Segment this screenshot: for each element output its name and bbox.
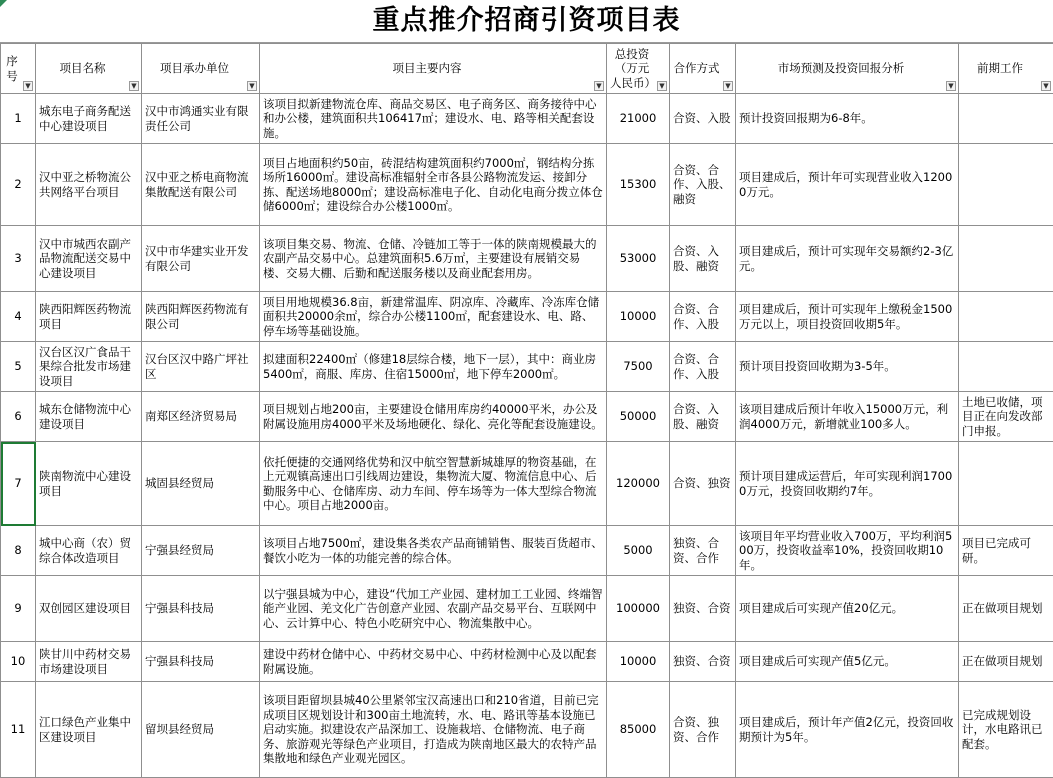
filter-dropdown-icon[interactable]: ▼ xyxy=(1041,81,1051,91)
cell-unit[interactable]: 汉中市鸿通实业有限责任公司 xyxy=(142,94,260,144)
cell-content[interactable]: 该项目拟新建物流仓库、商品交易区、电子商务区、商务接待中心和办公楼，建筑面积共106417㎡；建设水、电、路等相关配套设施。 xyxy=(260,94,607,144)
cell-preparation[interactable] xyxy=(959,226,1053,292)
cell-content[interactable]: 拟建面积22400㎡（修建18层综合楼，地下一层），其中：商业房5400㎡，商服、库房、住宿15000㎡，地下停车2000㎡。 xyxy=(260,342,607,392)
cell-preparation[interactable]: 土地已收储，项目正在向发改部门申报。 xyxy=(959,392,1053,442)
cell-cooperation[interactable]: 独资、合资、合作 xyxy=(670,526,736,576)
cell-index[interactable]: 4 xyxy=(1,292,36,342)
cell-analysis[interactable]: 项目建成后可实现产值5亿元。 xyxy=(736,642,959,682)
cell-preparation[interactable] xyxy=(959,442,1053,526)
cell-index[interactable]: 10 xyxy=(1,642,36,682)
cell-analysis[interactable]: 项目建成后，预计可实现年交易额约2-3亿元。 xyxy=(736,226,959,292)
cell-index[interactable]: 5 xyxy=(1,342,36,392)
cell-content[interactable]: 项目规划占地200亩，主要建设仓储用库房约40000平米，办公及附属设施用房4000平米及场地硬化、绿化、亮化等配套设施建设。 xyxy=(260,392,607,442)
table-row xyxy=(1,292,1053,342)
cell-preparation[interactable] xyxy=(959,292,1053,342)
cell-preparation[interactable]: 项目已完成可研。 xyxy=(959,526,1053,576)
cell-investment[interactable]: 7500 xyxy=(607,342,670,392)
cell-content[interactable]: 建设中药材仓储中心、中药材交易中心、中药材检测中心及以配套附属设施。 xyxy=(260,642,607,682)
cell-investment[interactable]: 85000 xyxy=(607,682,670,778)
cell-index[interactable]: 3 xyxy=(1,226,36,292)
cell-preparation[interactable] xyxy=(959,342,1053,392)
cell-cooperation[interactable]: 合资、合作、入股 xyxy=(670,292,736,342)
cell-investment[interactable]: 53000 xyxy=(607,226,670,292)
cell-cooperation[interactable]: 合资、独资、合作 xyxy=(670,682,736,778)
header-cell-analysis[interactable] xyxy=(736,44,959,94)
cell-analysis[interactable]: 该项目建成后预计年收入15000万元，利润4000万元，新增就业100多人。 xyxy=(736,392,959,442)
header-label: 总投资（万元人民币） xyxy=(610,47,666,91)
cell-investment[interactable]: 21000 xyxy=(607,94,670,144)
cell-cooperation[interactable]: 合资、入股、融资 xyxy=(670,392,736,442)
cell-cooperation[interactable]: 合资、独资 xyxy=(670,442,736,526)
table-row xyxy=(1,642,1053,682)
cell-unit[interactable]: 南郑区经济贸易局 xyxy=(142,392,260,442)
cell-preparation[interactable]: 已完成规划设计，水电路讯已配套。 xyxy=(959,682,1053,778)
sheet-title[interactable]: 重点推介招商引资项目表 xyxy=(0,0,1053,43)
header-cell-index[interactable] xyxy=(1,44,36,94)
cell-unit[interactable]: 宁强县科技局 xyxy=(142,576,260,642)
cell-investment[interactable]: 100000 xyxy=(607,576,670,642)
cell-unit[interactable]: 汉台区汉中路广坪社区 xyxy=(142,342,260,392)
cell-name[interactable]: 城中心商（农）贸综合体改造项目 xyxy=(36,526,142,576)
cell-index[interactable]: 11 xyxy=(1,682,36,778)
header-cell-preparation[interactable] xyxy=(959,44,1053,94)
cell-name[interactable]: 双创园区建设项目 xyxy=(36,576,142,642)
cell-analysis[interactable]: 该项目年平均营业收入700万，平均利润500万，投资收益率10%，投资回收期10年。 xyxy=(736,526,959,576)
filter-dropdown-icon[interactable]: ▼ xyxy=(657,81,667,91)
cell-name[interactable]: 汉中亚之桥物流公共网络平台项目 xyxy=(36,144,142,226)
project-table xyxy=(0,43,1053,778)
cell-content[interactable]: 该项目集交易、物流、仓储、冷链加工等于一体的陕南规模最大的农副产品交易中心。总建筑面积5.6万㎡，主要建设有展销交易楼、交易大棚、后勤和配送服务楼以及商业配套用房。 xyxy=(260,226,607,292)
cell-analysis[interactable]: 项目建成后，预计年产值2亿元，投资回收期预计为5年。 xyxy=(736,682,959,778)
cell-index-selected[interactable]: 7 xyxy=(1,442,36,526)
table-row xyxy=(1,144,1053,226)
header-cell-investment[interactable] xyxy=(607,44,670,94)
cell-index[interactable]: 2 xyxy=(1,144,36,226)
cell-unit[interactable]: 陕西阳辉医药物流有限公司 xyxy=(142,292,260,342)
cell-analysis[interactable]: 预计项目建成运营后，年可实现利润17000万元，投资回收期约7年。 xyxy=(736,442,959,526)
cell-analysis[interactable]: 预计项目投资回收期为3-5年。 xyxy=(736,342,959,392)
header-cell-content[interactable] xyxy=(260,44,607,94)
header-label: 项目承办单位 xyxy=(145,61,256,76)
cell-unit[interactable]: 汉中市华建实业开发有限公司 xyxy=(142,226,260,292)
cell-unit[interactable]: 宁强县科技局 xyxy=(142,642,260,682)
table-row xyxy=(1,94,1053,144)
cell-investment[interactable]: 10000 xyxy=(607,642,670,682)
cell-content[interactable]: 该项目距留坝县城40公里紧邻宝汉高速出口和210省道，目前已完成项目区规划设计和300亩土地流转，水、电、路讯等基本设施已启动实施。拟建设农产品深加工、设施栽培、仓储物流、电子商务、旅游观光等绿色产业项目，打造成为陕南地区最大的农特产品集散地和绿色产业观光园区。 xyxy=(260,682,607,778)
cell-name[interactable]: 陕南物流中心建设项目 xyxy=(36,442,142,526)
table-row xyxy=(1,576,1053,642)
cell-name[interactable]: 城东电子商务配送中心建设项目 xyxy=(36,94,142,144)
cell-name[interactable]: 汉中市城西农副产品物流配送交易中心建设项目 xyxy=(36,226,142,292)
cell-unit[interactable]: 城固县经贸局 xyxy=(142,442,260,526)
table-row xyxy=(1,392,1053,442)
table-row xyxy=(1,342,1053,392)
cell-preparation[interactable] xyxy=(959,94,1053,144)
cell-name[interactable]: 汉台区汉广食品干果综合批发市场建设项目 xyxy=(36,342,142,392)
cell-name[interactable]: 陕甘川中药材交易市场建设项目 xyxy=(36,642,142,682)
header-cell-unit[interactable] xyxy=(142,44,260,94)
cell-investment[interactable]: 120000 xyxy=(607,442,670,526)
cell-investment[interactable]: 10000 xyxy=(607,292,670,342)
cell-investment[interactable]: 15300 xyxy=(607,144,670,226)
header-label: 合作方式 xyxy=(673,61,732,76)
cell-unit[interactable]: 留坝县经贸局 xyxy=(142,682,260,778)
header-label: 项目主要内容 xyxy=(263,61,603,76)
header-row xyxy=(1,44,1053,94)
cell-content[interactable]: 项目占地面积约50亩，砖混结构建筑面积约7000㎡，钢结构分拣场所16000㎡。建设高标准辐射全市各县公路物流发运、接卸分拣、配送场地8000㎡；建设高标准电子化、自动化电商分拨立体仓储6000㎡；建设综合办公楼1000㎡。 xyxy=(260,144,607,226)
cell-cooperation[interactable]: 合资、入股、融资 xyxy=(670,226,736,292)
cell-cooperation[interactable]: 合资、合作、入股 xyxy=(670,342,736,392)
cell-index[interactable]: 8 xyxy=(1,526,36,576)
cell-name[interactable]: 江口绿色产业集中区建设项目 xyxy=(36,682,142,778)
cell-preparation[interactable]: 正在做项目规划 xyxy=(959,576,1053,642)
cell-cooperation[interactable]: 独资、合资 xyxy=(670,642,736,682)
cell-index[interactable]: 6 xyxy=(1,392,36,442)
cell-index[interactable]: 1 xyxy=(1,94,36,144)
cell-cooperation[interactable]: 合资、合作、入股、融资 xyxy=(670,144,736,226)
cell-analysis[interactable]: 项目建成后，预计可实现年上缴税金1500万元以上，项目投资回收期5年。 xyxy=(736,292,959,342)
cell-content[interactable]: 以宁强县城为中心，建设“代加工产业园、建材加工工业园、终端智能产业园、羌文化广告创意产业园、农副产品交易平台、互联网中心、云计算中心、特色小吃研究中心、物流集散中心。 xyxy=(260,576,607,642)
cell-preparation[interactable] xyxy=(959,144,1053,226)
filter-dropdown-icon[interactable]: ▼ xyxy=(946,81,956,91)
cell-analysis[interactable]: 预计投资回报期为6-8年。 xyxy=(736,94,959,144)
filter-dropdown-icon[interactable]: ▼ xyxy=(594,81,604,91)
header-label: 前期工作 xyxy=(962,61,1050,76)
table-row xyxy=(1,682,1053,778)
cell-unit[interactable]: 宁强县经贸局 xyxy=(142,526,260,576)
filter-dropdown-icon[interactable]: ▼ xyxy=(129,81,139,91)
cell-name[interactable]: 陕西阳辉医药物流项目 xyxy=(36,292,142,342)
table-row xyxy=(1,442,1053,526)
cell-preparation[interactable]: 正在做项目规划 xyxy=(959,642,1053,682)
cell-analysis[interactable]: 项目建成后可实现产值20亿元。 xyxy=(736,576,959,642)
header-cell-name[interactable] xyxy=(36,44,142,94)
filter-dropdown-icon[interactable]: ▼ xyxy=(723,81,733,91)
cell-analysis[interactable]: 项目建成后，预计年可实现营业收入12000万元。 xyxy=(736,144,959,226)
header-label: 市场预测及投资回报分析 xyxy=(739,61,955,76)
cell-cooperation[interactable]: 合资、入股 xyxy=(670,94,736,144)
filter-dropdown-icon[interactable]: ▼ xyxy=(247,81,257,91)
cell-content[interactable]: 依托便捷的交通网络优势和汉中航空智慧新城雄厚的物资基础，在上元观镇高速出口引线周边建设，集物流大厦、物流信息中心、后勤服务中心、仓储库房、动力车间、停车场等为一体大型综合物流中心。项目占地2000亩。 xyxy=(260,442,607,526)
table-row xyxy=(1,226,1053,292)
cell-index[interactable]: 9 xyxy=(1,576,36,642)
cell-content[interactable]: 该项目占地7500㎡，建设集各类农产品商铺销售、服装百货超市、餐饮小吃为一体的功能完善的综合体。 xyxy=(260,526,607,576)
cell-investment[interactable]: 5000 xyxy=(607,526,670,576)
cell-unit[interactable]: 汉中亚之桥电商物流集散配送有限公司 xyxy=(142,144,260,226)
header-cell-cooperation[interactable] xyxy=(670,44,736,94)
header-label: 序号 xyxy=(4,54,32,83)
table-row xyxy=(1,526,1053,576)
filter-dropdown-icon[interactable]: ▼ xyxy=(23,81,33,91)
header-label: 项目名称 xyxy=(39,61,138,76)
cell-content[interactable]: 项目用地规模36.8亩，新建常温库、阴凉库、冷藏库、冷冻库仓储面积共20000余㎡，综合办公楼1100㎡，配套建设水、电、路、停车场等基础设施。 xyxy=(260,292,607,342)
cell-investment[interactable]: 50000 xyxy=(607,392,670,442)
cell-cooperation[interactable]: 独资、合资 xyxy=(670,576,736,642)
cell-name[interactable]: 城东仓储物流中心建设项目 xyxy=(36,392,142,442)
